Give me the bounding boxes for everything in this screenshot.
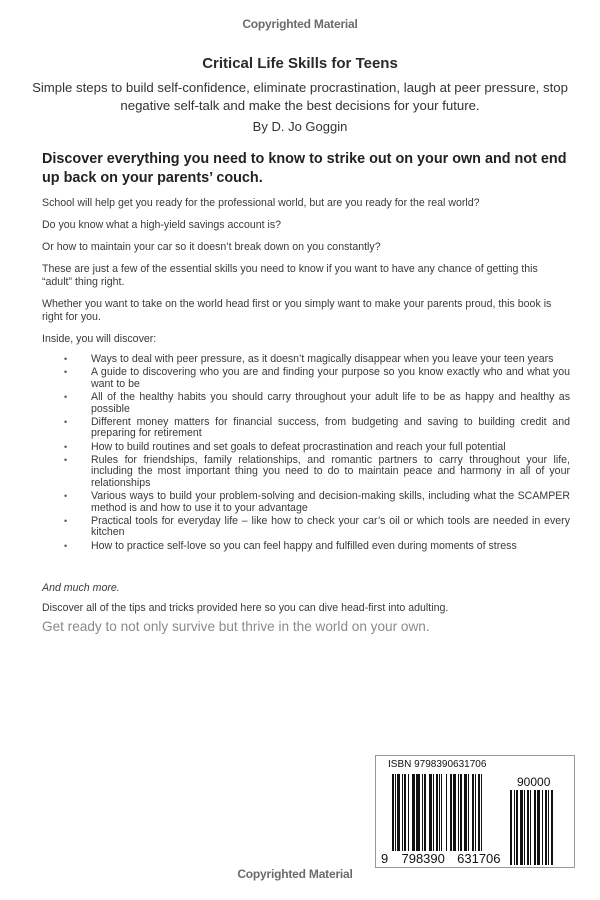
list-item-text: All of the healthy habits you should carry throughout your adult life to be as happy and healthy as possible	[91, 390, 570, 415]
addon-barcode-bars-icon	[510, 790, 562, 865]
bullet-icon: •	[64, 441, 68, 452]
list-item	[42, 354, 570, 366]
barcode-digit-first: 9	[381, 851, 389, 866]
bullet-icon: •	[64, 515, 68, 526]
bullet-icon: •	[64, 416, 68, 427]
paragraph: These are just a few of the essential skills you need to know if you want to have any chance of getting this “adult” thing right.	[42, 263, 538, 288]
list-item	[42, 491, 570, 514]
barcode-digit-group-1: 798390	[401, 851, 445, 866]
closing-tagline: Get ready to not only survive but thrive in the world on your own.	[42, 619, 430, 634]
list-item	[42, 392, 570, 415]
copyright-watermark-top: Copyrighted Material	[242, 17, 358, 31]
book-subtitle: Simple steps to build self-confidence, eliminate procrastination, laugh at peer pressure, stop negative self-talk and make the best decisions for your future.	[32, 80, 568, 113]
list-item-text: How to practice self-love so you can feel happy and fulfilled even during moments of stress	[91, 539, 517, 552]
barcode-digits	[381, 851, 501, 866]
isbn-barcode	[375, 755, 575, 868]
bullet-icon: •	[64, 454, 68, 465]
list-item-text: Ways to deal with peer pressure, as it doesn’t magically disappear when you leave your teen years	[91, 353, 554, 365]
barcode-digit-group-2: 631706	[457, 851, 501, 866]
bullet-icon: •	[64, 367, 68, 378]
barcode-bars-icon	[392, 774, 496, 854]
list-item	[42, 516, 570, 539]
list-item-text: Various ways to build your problem-solving and decision-making skills, including what the SCAMPER method is and how to use it to your advantage	[91, 490, 570, 514]
closing-cta: Discover all of the tips and tricks provided here so you can dive head-first into adulting.	[42, 602, 449, 614]
list-item	[42, 367, 570, 390]
paragraph: Or how to maintain your car so it doesn’t break down on you constantly?	[42, 241, 381, 253]
bullet-icon: •	[64, 391, 68, 402]
list-item-text: How to build routines and set goals to defeat procrastination and reach your full potential	[91, 440, 506, 453]
bullet-icon: •	[64, 354, 68, 364]
paragraph: School will help get you ready for the professional world, but are you ready for the real world?	[42, 197, 480, 209]
list-item	[42, 417, 570, 440]
list-item-text: A guide to discovering who you are and finding your purpose so you know exactly who and what you want to be	[91, 366, 570, 390]
price-addon-label: 90000	[517, 775, 551, 789]
book-title: Critical Life Skills for Teens	[202, 55, 398, 72]
copyright-watermark-bottom: Copyrighted Material	[237, 867, 353, 881]
and-much-more: And much more.	[42, 582, 120, 594]
list-item	[42, 455, 570, 490]
bullet-icon: •	[64, 540, 68, 551]
bullet-icon: •	[64, 491, 68, 502]
list-item	[42, 442, 570, 454]
isbn-label: ISBN 9798390631706	[388, 759, 487, 770]
description-body	[42, 197, 570, 554]
list-item-text: Different money matters for financial success, from budgeting and saving to building credit and preparing for retirement	[91, 415, 570, 440]
closing-section	[42, 582, 570, 634]
book-author: By D. Jo Goggin	[252, 119, 348, 134]
paragraph: Do you know what a high-yield savings account is?	[42, 219, 282, 231]
paragraph: Whether you want to take on the world head first or you simply want to make your parents proud, this book is right for you.	[42, 298, 552, 323]
list-item-text: Practical tools for everyday life – like how to check your car’s oil or which tools are needed in every kitchen	[91, 514, 570, 539]
paragraph: Inside, you will discover:	[42, 333, 157, 345]
headline: Discover everything you need to know to strike out on your own and not end up back on your parents’ couch.	[42, 151, 567, 186]
list-item-text: Rules for friendships, family relationships, and romantic partners to carry throughout your life, including the most important thing you need to do to maintain peace and harmony in all of your relationships	[91, 453, 570, 489]
feature-list	[42, 354, 570, 552]
list-item	[42, 541, 570, 553]
